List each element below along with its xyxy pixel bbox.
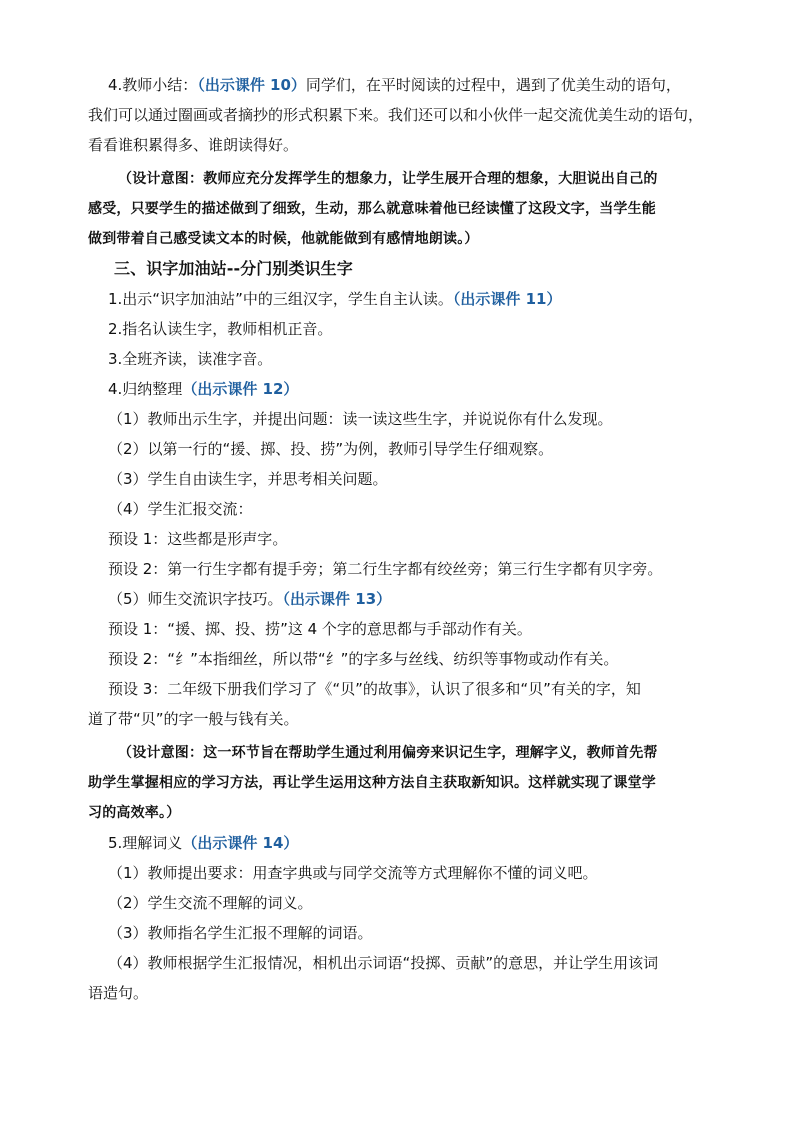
sub-item-4 [0,494,794,524]
sub-item-5-text: （5）师生交流识字技巧。 [108,590,283,608]
preset-a-1 [0,524,794,554]
teacher-summary-line-2 [0,100,794,130]
preset-b-4-text: 道了带“贝”的字一般与钱有关。 [88,710,299,728]
teacher-summary-line-1 [0,70,794,100]
design-intent-1-line-3 [0,224,794,254]
preset-b-3 [0,674,794,704]
courseware-11-highlight: （出示课件 11） [452,290,562,308]
design-intent-2-line-3 [0,798,794,828]
preset-a-1-text: 预设 1：这些都是形声字。 [108,530,288,548]
section-heading-text: 三、识字加油站--分门别类识生字 [114,259,353,278]
sub-item-1-text: （1）教师出示生字，并提出问题：读一读这些生字，并说说你有什么发现。 [108,410,613,428]
item-5 [0,828,794,858]
design-intent-1-line-3-text: 做到带着自己感受读文本的时候，他就能做到有感情地朗读。） [88,231,479,247]
item-2-text: 2.指名认读生字，教师相机正音。 [108,320,333,338]
teacher-summary-line-3 [0,130,794,160]
word-item-4-line-1 [0,948,794,978]
sub-item-1 [0,404,794,434]
item-1 [0,284,794,314]
teacher-summary-label: 4.教师小结： [108,76,198,94]
preset-b-4 [0,704,794,734]
item-5-text: 5.理解词义 [108,834,183,852]
preset-b-1 [0,614,794,644]
item-2 [0,314,794,344]
design-intent-2-line-1-text: （设计意图：这一环节旨在帮助学生通过利用偏旁来识记生字，理解字义，教师首先帮 [118,745,658,761]
design-intent-1-line-2 [0,194,794,224]
courseware-14-highlight: （出示课件 14） [182,834,299,852]
preset-b-3-text: 预设 3：二年级下册我们学习了《“贝”的故事》，认识了很多和“贝”有关的字，知 [108,680,641,698]
preset-b-1-text: 预设 1：“援、掷、投、捞”这 4 个字的意思都与手部动作有关。 [108,620,532,638]
preset-a-2 [0,554,794,584]
design-intent-1-line-1 [0,164,794,194]
sub-item-2 [0,434,794,464]
sub-item-2-text: （2）以第一行的“援、掷、投、捞”为例，教师引导学生仔细观察。 [108,440,554,458]
sub-item-3-text: （3）学生自由读生字，并思考相关问题。 [108,470,388,488]
document-content [0,70,794,1008]
design-intent-2-line-1 [0,738,794,768]
preset-a-2-text: 预设 2：第一行生字都有提手旁；第二行生字都有绞丝旁；第三行生字都有贝字旁。 [108,560,663,578]
design-intent-2-line-2 [0,768,794,798]
item-1-text: 1.出示“识字加油站”中的三组汉字，学生自主认读。 [108,290,453,308]
item-3 [0,344,794,374]
word-item-1-text: （1）教师提出要求：用查字典或与同学交流等方式理解你不懂的词义吧。 [108,864,598,882]
design-intent-2-line-3-text: 习的高效率。） [88,805,181,821]
teacher-summary-line-3-text: 看看谁积累得多、谁朗读得好。 [88,136,299,154]
sub-item-4-text: （4）学生汇报交流： [108,500,253,518]
teacher-summary-line-1-rest: 同学们，在平时阅读的过程中，遇到了优美生动的语句， [305,76,681,94]
courseware-10-highlight: （出示课件 10） [197,76,306,94]
word-item-1 [0,858,794,888]
word-item-2-text: （2）学生交流不理解的词义。 [108,894,313,912]
courseware-13-highlight: （出示课件 13） [282,590,392,608]
word-item-4-line-1-text: （4）教师根据学生汇报情况，相机出示词语“投掷、贡献”的意思，并让学生用该词 [108,954,659,972]
word-item-3 [0,918,794,948]
item-4 [0,374,794,404]
word-item-2 [0,888,794,918]
sub-item-3 [0,464,794,494]
design-intent-2-line-2-text: 助学生掌握相应的学习方法，再让学生运用这种方法自主获取新知识。这样就实现了课堂学 [88,775,656,791]
word-item-4-line-2 [0,978,794,1008]
item-3-text: 3.全班齐读，读准字音。 [108,350,273,368]
preset-b-2 [0,644,794,674]
sub-item-5 [0,584,794,614]
word-item-4-line-2-text: 语造句。 [88,984,149,1002]
courseware-12-highlight: （出示课件 12） [182,380,299,398]
design-intent-1-line-1-text: （设计意图：教师应充分发挥学生的想象力，让学生展开合理的想象，大胆说出自己的 [118,171,658,187]
teacher-summary-line-2-text: 我们可以通过圈画或者摘抄的形式积累下来。我们还可以和小伙伴一起交流优美生动的语句， [88,106,704,124]
preset-b-2-text: 预设 2：“纟”本指细丝，所以带“纟”的字多与丝线、纺织等事物或动作有关。 [108,650,619,668]
word-item-3-text: （3）教师指名学生汇报不理解的词语。 [108,924,373,942]
item-4-text: 4.归纳整理 [108,380,183,398]
design-intent-1-line-2-text: 感受，只要学生的描述做到了细致，生动，那么就意味着他已经读懂了这段文字，当学生能 [88,201,656,217]
section-heading [0,254,794,284]
